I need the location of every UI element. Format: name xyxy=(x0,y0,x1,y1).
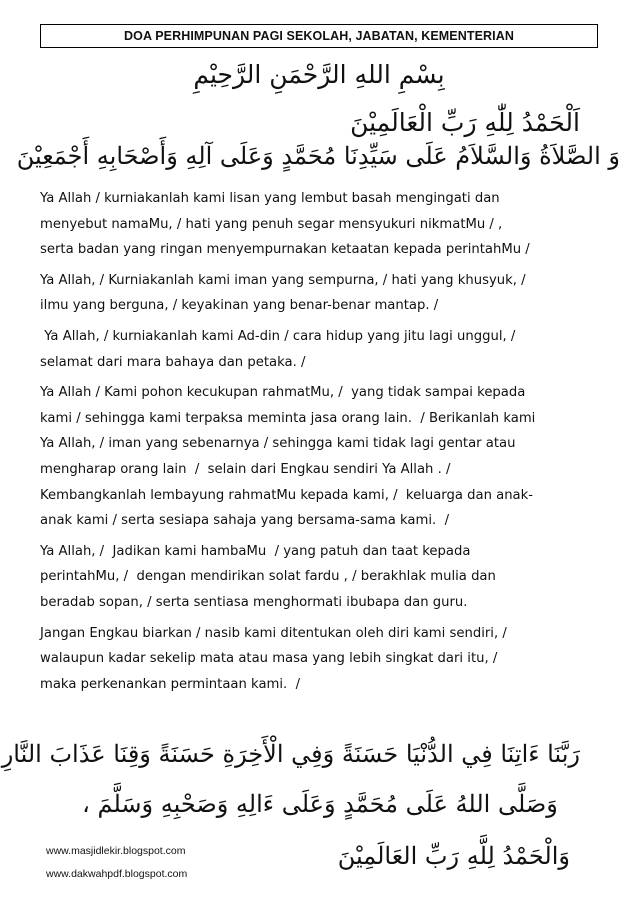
prayer-line: selamat dari mara bahaya dan petaka. / xyxy=(40,354,306,370)
prayer-line: Ya Allah / Kami pohon kecukupan rahmatMu, / yang tidak sampai kepada xyxy=(40,385,526,401)
prayer-line: mengharap orang lain / selain dari Engkau sendiri Ya Allah . / xyxy=(40,461,451,477)
prayer-line: perintahMu, / dengan mendirikan solat fardu , / berakhlak mulia dan xyxy=(40,569,496,585)
document-title-text: DOA PERHIMPUNAN PAGI SEKOLAH, JABATAN, KEMENTERIAN xyxy=(124,29,514,43)
prayer-line: anak kami / serta sesiapa sahaja yang bersama-sama kami. / xyxy=(40,513,450,529)
prayer-line: maka perkenankan permintaan kami. / xyxy=(40,676,301,692)
prayer-line: Ya Allah, / iman yang sebenarnya / sehingga kami tidak lagi gentar atau xyxy=(40,436,516,452)
arabic-salawat-closing: وَصَلَّى اللهُ عَلَى مُحَمَّدٍ وَعَلَى ءَالِهِ وَصَحْبِهِ وَسَلَّمَ ، xyxy=(82,790,558,818)
prayer-line: Ya Allah, / Kurniakanlah kami iman yang sempurna, / hati yang khusyuk, / xyxy=(40,272,526,288)
prayer-paragraph xyxy=(40,380,602,534)
footer-link-masjidlekir[interactable]: www.masjidlekir.blogspot.com xyxy=(46,845,186,857)
prayer-paragraph xyxy=(40,539,602,616)
prayer-line: Kembangkanlah lembayung rahmatMu kepada kami, / keluarga dan anak- xyxy=(40,487,534,503)
prayer-line: Ya Allah, / kurniakanlah kami Ad-din / cara hidup yang jitu lagi unggul, / xyxy=(40,328,516,344)
prayer-line: Ya Allah / kurniakanlah kami lisan yang lembut basah mengingati dan xyxy=(40,191,500,206)
prayer-line: beradab sopan, / serta sentiasa menghormati ibubapa dan guru. xyxy=(40,594,468,610)
arabic-basmalah: بِسْمِ اللهِ الرَّحْمَنِ الرَّحِيْمِ xyxy=(193,60,445,89)
footer-link-dakwahpdf[interactable]: www.dakwahpdf.blogspot.com xyxy=(46,868,188,880)
document-title xyxy=(40,24,598,48)
arabic-hamdalah: اَلْحَمْدُ لِلّٰهِ رَبِّ الْعَالَمِيْنَ xyxy=(350,108,580,137)
prayer-line: menyebut namaMu, / hati yang penuh segar mensyukuri nikmatMu / , xyxy=(40,216,503,232)
prayer-paragraph xyxy=(40,268,602,319)
prayer-body xyxy=(40,186,602,702)
prayer-paragraph xyxy=(40,621,602,698)
arabic-salawat: وَ الصَّلاَةُ وَالسَّلاَمُ عَلَى سَيِّدِنَا مُحَمَّدٍ وَعَلَى آلِهِ وَأَصْحَابِهِ أَجْمَعِيْنَ xyxy=(16,142,620,170)
prayer-line: walaupun kadar sekelip mata atau masa yang lebih singkat dari itu, / xyxy=(40,651,498,667)
prayer-paragraph xyxy=(40,186,602,263)
prayer-line: kami / sehingga kami terpaksa meminta jasa orang lain. / Berikanlah kami xyxy=(40,410,536,426)
prayer-line: ilmu yang berguna, / keyakinan yang benar-benar mantap. / xyxy=(40,298,439,314)
prayer-line: Jangan Engkau biarkan / nasib kami ditentukan oleh diri kami sendiri, / xyxy=(40,625,507,641)
prayer-line: serta badan yang ringan menyempurnakan ketaatan kepada perintahMu / xyxy=(40,242,530,258)
arabic-rabbana: رَبَّنَا ءَاتِنَا فِي الدُّنْيَا حَسَنَةً وَفِي الْأَخِرَةِ حَسَنَةً وَقِنَا عَذَابَ النَّارِ xyxy=(1,740,580,768)
arabic-hamdalah-closing: وَالْحَمْدُ لِلَّهِ رَبِّ العَالَمِيْنَ xyxy=(337,842,570,870)
prayer-paragraph xyxy=(40,324,602,375)
prayer-line: Ya Allah, / Jadikan kami hambaMu / yang patuh dan taat kepada xyxy=(40,543,471,559)
